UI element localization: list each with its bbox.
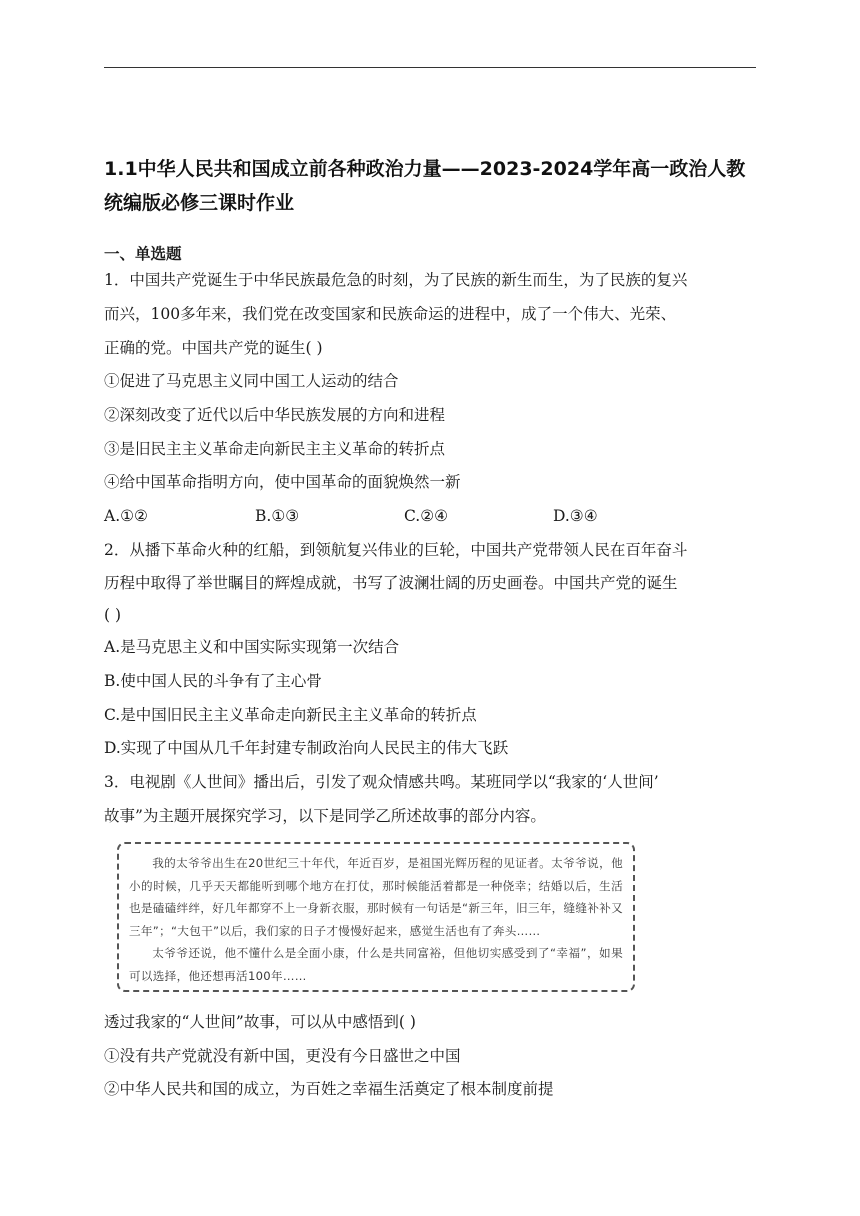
q3-statement: ②中华人民共和国的成立，为百姓之幸福生活奠定了根本制度前提 — [104, 1080, 554, 1098]
q1-choice-a[interactable]: A.①② — [104, 507, 148, 525]
q1-stem-line: 1．中国共产党诞生于中华民族最危急的时刻，为了民族的新生而生，为了民族的复兴 — [104, 271, 688, 289]
q1-statement: ④给中国革命指明方向，使中国革命的面貌焕然一新 — [104, 473, 461, 491]
q1-choice-c[interactable]: C.②④ — [404, 507, 449, 525]
story-paragraph: 太爷爷还说，他不懂什么是全面小康，什么是共同富裕，但他切实感受到了“幸福”，如果可以选择，他还想再活100年…… — [129, 946, 623, 983]
q1-stem-line: 正确的党。中国共产党的诞生( ) — [104, 339, 323, 357]
header-rule — [104, 67, 756, 68]
q1-choice-b[interactable]: B.①③ — [255, 507, 300, 525]
q1-statement: ③是旧民主主义革命走向新民主主义革命的转折点 — [104, 440, 446, 458]
q1-statement: ②深刻改变了近代以后中华民族发展的方向和进程 — [104, 406, 446, 424]
q1-statement: ①促进了马克思主义同中国工人运动的结合 — [104, 372, 399, 390]
q3-stem-line: 3．电视剧《人世间》播出后，引发了观众情感共鸣。某班同学以“我家的‘人世间’ — [104, 773, 659, 791]
q1-choice-d[interactable]: D.③④ — [553, 507, 598, 525]
q1-stem-line: 而兴，100多年来，我们党在改变国家和民族命运的进程中，成了一个伟大、光荣、 — [104, 305, 677, 323]
q3-stem-line: 故事”为主题开展探究学习，以下是同学乙所述故事的部分内容。 — [104, 807, 546, 825]
q2-choice-a[interactable]: A.是马克思主义和中国实际实现第一次结合 — [104, 638, 400, 656]
q2-choice-b[interactable]: B.使中国人民的斗争有了主心骨 — [104, 672, 322, 690]
document-title: 1.1中华人民共和国成立前各种政治力量——2023-2024学年高一政治人教统编版必修三课时作业 — [104, 158, 746, 214]
q2-choice-d[interactable]: D.实现了中国从几千年封建专制政治向人民民主的伟大飞跃 — [104, 739, 509, 757]
section-heading: 一、单选题 — [104, 245, 182, 263]
q3-statement: ①没有共产党就没有新中国，更没有今日盛世之中国 — [104, 1047, 461, 1065]
story-paragraph: 我的太爷爷出生在20世纪三十年代，年近百岁，是祖国光辉历程的见证者。太爷爷说，他小的时候，几乎天天都能听到哪个地方在打仗，那时候能活着都是一种侥幸；结婚以后，生活也是磕磕绊绊，好几年都穿不上一身新衣服，那时候有一句话是“新三年，旧三年，缝缝补补又三年”；“大包干”以后，我们家的日子才慢慢好起来，感觉生活也有了奔头…… — [129, 856, 623, 938]
q2-stem-line: 历程中取得了举世瞩目的辉煌成就，书写了波澜壮阔的历史画卷。中国共产党的诞生 — [104, 574, 678, 592]
q2-choice-c[interactable]: C.是中国旧民主主义革命走向新民主主义革命的转折点 — [104, 706, 477, 724]
q2-stem-line: ( ) — [104, 606, 122, 624]
q2-stem-line: 2．从播下革命火种的红船，到领航复兴伟业的巨轮，中国共产党带领人民在百年奋斗 — [104, 541, 688, 559]
story-excerpt-box — [117, 842, 635, 992]
q3-prompt: 透过我家的“人世间”故事，可以从中感悟到( ) — [104, 1013, 416, 1031]
